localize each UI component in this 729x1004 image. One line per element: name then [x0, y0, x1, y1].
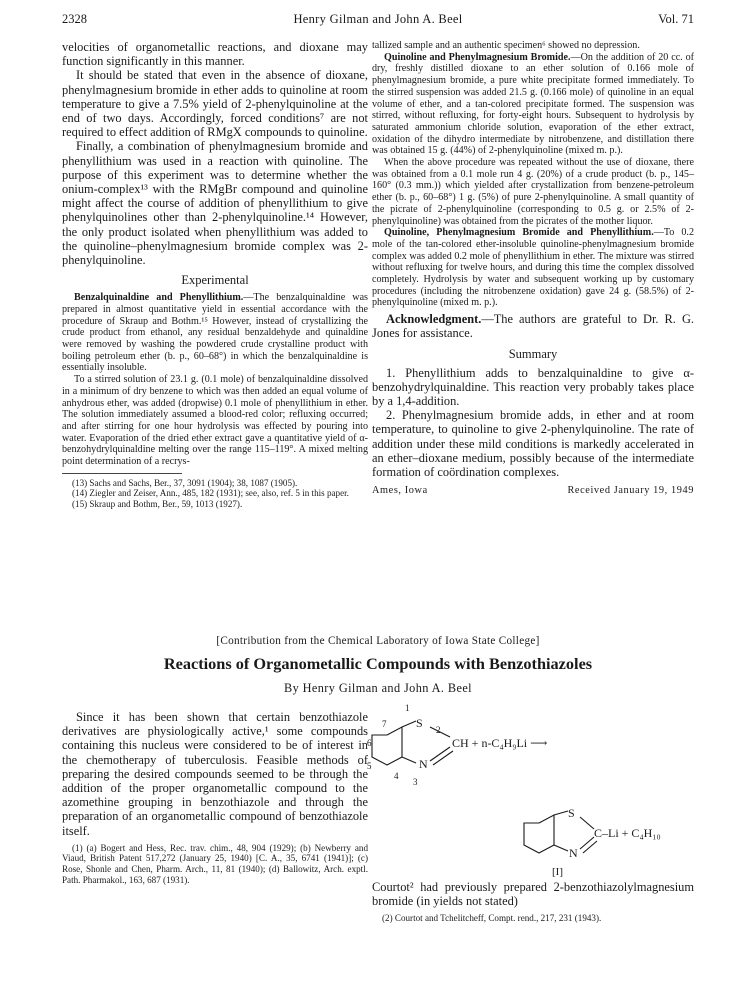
paragraph: To a stirred solution of 23.1 g. (0.1 mole) of benzalquinaldine dissolved in a minimum of dry benzene to which was then added an equal volume of anhydrous ether, was added (dropwise) 0.1 mole of phenyllithium in ether. The solution immediately assumed a blood-red color; refluxing occurred; and after stirring for one hour hydrolysis was effected by pouring into water. Evaporation of the dried ether extract gave a quantitative yield of α-benzohydrylquinaldine melting over the range 115–119°. A mixed melting point determination of a recrys-: [62, 374, 368, 468]
footnote: (1) (a) Bogert and Hess, Rec. trav. chim., 48, 904 (1929); (b) Newberry and Viaud, British Patent 517,272 (January 25, 1940) [C. A., 35, 6741 (1941)]; (c) Rose, Shonle and Chen, Pharm. Arch., 11, 81 (1940); (d) Ballowitz, Arch. exptl. Path. Pharmakol., 163, 687 (1931).: [62, 842, 368, 885]
footnote: (2) Courtot and Tchelitcheff, Compt. rend., 217, 231 (1943).: [382, 913, 602, 924]
position-number: 3: [413, 777, 418, 787]
nitrogen-atom: N: [569, 846, 578, 860]
position-number: 7: [382, 719, 387, 729]
product-formula: C–Li + C₄H₁₀: [594, 826, 661, 840]
paragraph: —The benzalquinaldine was prepared in almost quantitative yield in essential accordance with the procedure of Skraup and Bothm.¹⁵ However, instead of crystallizing the crude product from ethanol, any residual benzaldehyde and quinaldine were removed by washing the powdered crude crystalline product with boiling petroleum ether (b. p., 60–68°) in which the benzalquinaldine is essentially insoluble.: [62, 292, 368, 374]
nitrogen-atom: N: [419, 757, 428, 771]
sulfur-atom: S: [416, 716, 423, 730]
compound-label: [I]: [552, 866, 563, 878]
paragraph: tallized sample and an authentic specimen⁶ showed no depression.: [372, 40, 640, 51]
volume-label: Vol. 71: [658, 12, 694, 26]
position-number: 2: [436, 725, 441, 735]
subsection-title: Quinoline and Phenylmagnesium Bromide.: [384, 51, 571, 63]
sulfur-atom: S: [568, 806, 575, 820]
received-date: Received January 19, 1949: [567, 485, 694, 497]
section-heading: Experimental: [181, 273, 249, 288]
position-number: 4: [394, 771, 399, 781]
paragraph: Since it has been shown that certain benzothiazole derivatives are physiologically active,¹ some compounds containing this nucleus were considered to be of interest in the chemotherapy of tuberculosis. Feasible methods of preparing the desired compounds seemed to be through the addition of the proper organometallic compound to the azomethine grouping in benzothiazole and through the preparation of an organometallic compound of benzothiazole itself.: [62, 710, 368, 838]
running-header: [62, 12, 694, 32]
paragraph: Finally, a combination of phenylmagnesium bromide and phenyllithium was used in a reaction with quinoline. The purpose of this experiment was to determine whether the onium-complex¹³ with the RMgBr compound and quinoline might affect the course of addition of phenyllithium to give phenylquinolines other than 2-phenylquinoline.¹⁴ However, the only product isolated when phenyllithium was added to the quinoline–phenylmagnesium bromide complex was 2-phenylquinoline.: [62, 139, 368, 268]
right-column: [372, 40, 694, 499]
footnote-rule: [62, 473, 182, 474]
position-number: 5: [367, 761, 372, 771]
article-right-column: [372, 880, 694, 924]
contribution-line: [Contribution from the Chemical Laboratory of Iowa State College]: [216, 635, 540, 647]
product-structure: [524, 806, 661, 878]
subsection-title: Quinoline, Phenylmagnesium Bromide and Phenyllithium.: [384, 227, 654, 239]
article-left-column: [62, 710, 368, 885]
summary-item: 1. Phenyllithium adds to benzalquinaldine to give α-benzohydrylquinaldine. This reaction very probably takes place by a 1,4-addition.: [372, 365, 694, 408]
paragraph: It should be stated that even in the absence of dioxane, phenylmagnesium bromide in ether adds to quinoline at room temperature to give a 7.5% yield of 2-phenylquinoline at the end of two days. Accordingly, forced conditions⁷ are not required to effect addition of RMgX compounds to quinoline.: [62, 68, 368, 140]
running-authors: Henry Gilman and John A. Beel: [293, 12, 463, 26]
position-number: 6: [367, 738, 372, 748]
acknowledgment: —The authors are grateful to Dr. R. G. Jones for assistance.: [372, 312, 694, 341]
left-column: [62, 40, 368, 510]
reagents: CH + n-C₄H₉Li ⟶: [452, 736, 548, 750]
footnote: (14) Ziegler and Zeiser, Ann., 485, 182 (1931); see, also, ref. 5 in this paper.: [72, 488, 349, 499]
article-title: Reactions of Organometallic Compounds with Benzothiazoles: [163, 654, 593, 673]
paragraph: Courtot² had previously prepared 2-benzothiazolylmagnesium bromide (in yields not stated): [372, 880, 694, 909]
paragraph: When the above procedure was repeated without the use of dioxane, there was obtained from a 0.1 mole run 4 g. (20%) of a crude product (b. p., 145–160° (0.3 mm.)) which yielded after crystallization from benzene-petroleum ether (b. p., 60–68°) 1 g. (5%) of pure 2-phenylquinoline. A small quantity of the picrate of 2-phenylquinoline (corresponding to 0.5 g. or 2.5% of 2-phenylquinoline) was obtained from the picrates of the mother liquor.: [372, 157, 694, 227]
paragraph: —To 0.2 mole of the tan-colored ether-insoluble quinoline-phenylmagnesium bromide complex was added 0.2 mole of phenyllithium in ether. The mixture was stirred without refluxing for twelve hours, and during this time the complex dissolved completely. Hydrolysis by water and subsequent working up by customary procedures (including the nitrobenzene oxidation) gave 24 g. (58.5%) of 2-phenylquinoline (mixed m. p.).: [372, 227, 694, 309]
subsection-title: Benzalquinaldine and Phenyllithium.: [74, 292, 244, 304]
byline: By Henry Gilman and John A. Beel: [283, 681, 472, 695]
footnote: (15) Skraup and Bothm, Ber., 59, 1013 (1927).: [72, 498, 243, 509]
signature-line: [372, 485, 694, 499]
footnote: (13) Sachs and Sachs, Ber., 37, 3091 (1904); 38, 1087 (1905).: [72, 477, 298, 488]
paragraph: velocities of organometallic reactions, and dioxane may function significantly in this manner.: [62, 40, 368, 69]
summary-heading: Summary: [508, 346, 558, 361]
page-number: 2328: [62, 12, 87, 26]
position-number: 1: [405, 703, 410, 713]
reaction-scheme: [367, 703, 694, 885]
summary-item: 2. Phenylmagnesium bromide adds, in ether and at room temperature, to quinoline to give 2-phenylquinoline. The rate of addition under these mild conditions is markedly accelerated in an ether–dioxane medium, possibly because of the intermediate formation of coördination complexes.: [372, 408, 694, 479]
acknowledgment-title: Acknowledgment.: [386, 312, 482, 327]
location: Ames, Iowa: [372, 485, 428, 497]
paragraph: —On the addition of 20 cc. of dry, freshly distilled dioxane to an ether solution of 0.166 mole of phenylmagnesium bromide, a pure white precipitate formed immediately. To the stirred suspension was added 21.5 g. (0.166 mole) of quinoline in an equal volume of ether, and a tan-colored precipitate formed. The suspension was stirred, without refluxing, for forty-eight hours. Subsequent to hydrolysis by saturated ammonium chloride solution, evaporation of the ether extract, oxidation of the dihydro intermediate by nitrobenzene, and distillation there was obtained 15 g. (44%) of 2-phenylquinoline (mixed m. p.).: [372, 51, 694, 157]
